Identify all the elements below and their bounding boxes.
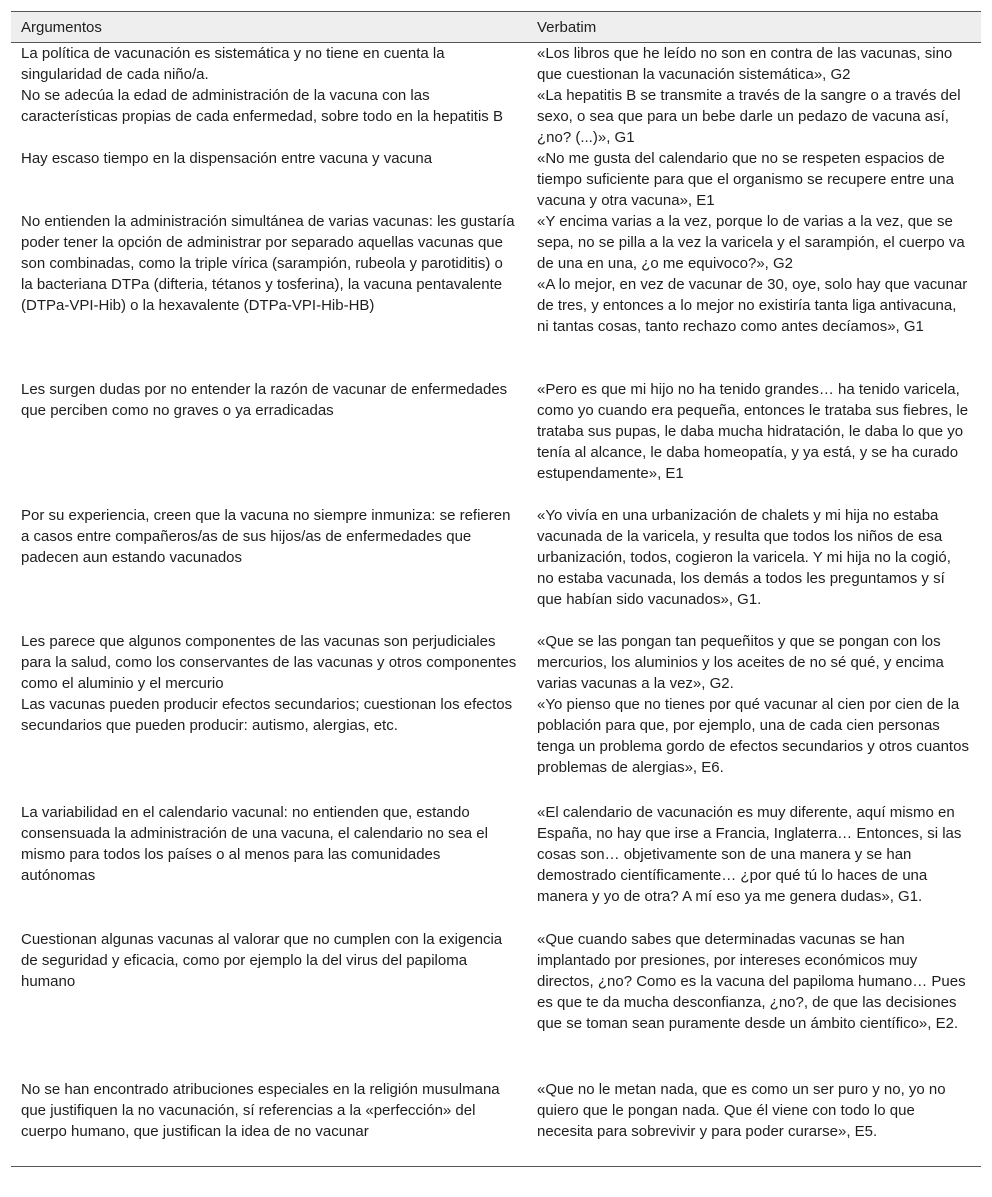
verbatim-cell: «Pero es que mi hijo no ha tenido grandes… ha tenido varicela, como yo cuando era pequeña, entonces le trataba sus fiebres, le trataba sus pupas, le daba mucha hidratación, le daba lo que yo tenía al alcance, le daba homeopatía, y ya está, y se ha curado estupendamente», E1 [537, 381, 969, 482]
verbatim-cell: «Los libros que he leído no son en contra de las vacunas, sino que cuestionan la vacunación sistemática», G2 [537, 45, 953, 83]
argument-cell: No se han encontrado atribuciones especiales en la religión musulmana que justifiquen la no vacunación, sí referencias a la «perfección» del cuerpo humano, que justifican la idea de no vacunar [21, 1081, 500, 1140]
verbatim-cell: «Que cuando sabes que determinadas vacunas se han implantado por presiones, por intereses económicos muy directos, ¿no? Como es la vacuna del papiloma humano… Pues es que te da mucha desconfianza, ¿no?, de que las decisiones que se toman sean puramente desde un ámbito científico», E2. [537, 931, 966, 1032]
table-row [11, 148, 981, 211]
header-verbatim: Verbatim [537, 18, 597, 36]
arguments-table-container [11, 11, 981, 1167]
argument-cell: No entienden la administración simultánea de varias vacunas: les gustaría poder tener la opción de administrar por separado aquellas vacunas que son combinadas, como la triple vírica (sarampión, rubeola y parotiditis) o la bacteriana DTPa (difteria, tétanos y tosferina), la vacuna pentavalente (DTPa-VPI-Hib) o la hexavalente (DTPa-VPI-Hib-HB) [21, 213, 515, 314]
arguments-table [11, 11, 981, 1167]
table-row [11, 631, 981, 694]
table-header [11, 12, 981, 43]
header-row [11, 12, 981, 43]
table-row [11, 802, 981, 929]
table-row [11, 694, 981, 802]
verbatim-cell [527, 211, 981, 379]
table-row [11, 505, 981, 631]
argument-cell: No se adecúa la edad de administración de la vacuna con las características propias de cada enfermedad, sobre todo en la hepatitis B [21, 87, 503, 125]
argument-cell: Por su experiencia, creen que la vacuna no siempre inmuniza: se refieren a casos entre compañeros/as de sus hijos/as de enfermedades que padecen aun estando vacunados [21, 507, 511, 566]
argument-cell: Cuestionan algunas vacunas al valorar que no cumplen con la exigencia de seguridad y eficacia, como por ejemplo la del virus del papiloma humano [21, 931, 503, 990]
argument-cell: Les surgen dudas por no entender la razón de vacunar de enfermedades que perciben como no graves o ya erradicadas [21, 381, 508, 419]
verbatim-cell: «Yo vivía en una urbanización de chalets y mi hija no estaba vacunada de la varicela, y resulta que todos los niños de esa urbanización, todos, cogieron la varicela. Y mi hija no la cogió, no estaba vacunada, los demás a todos les preguntamos y sí que habían sido vacunados», G1. [537, 507, 951, 608]
argument-cell: La política de vacunación es sistemática y no tiene en cuenta la singularidad de cada niño/a. [21, 45, 445, 83]
table-row [11, 85, 981, 148]
table-row [11, 1079, 981, 1166]
header-argumentos: Argumentos [21, 18, 102, 36]
verbatim-cell: «El calendario de vacunación es muy diferente, aquí mismo en España, no hay que irse a Francia, Inglaterra… Entonces, si las cosas son… objetivamente son de una manera y se han demostrado científicamente… ¿por qué tú lo haces de una manera y yo de otra? A mí eso ya me genera dudas», G1. [537, 804, 962, 905]
table-row [11, 379, 981, 505]
argument-cell: Hay escaso tiempo en la dispensación entre vacuna y vacuna [21, 150, 433, 167]
verbatim-cell: «La hepatitis B se transmite a través de la sangre o a través del sexo, o sea que para un bebe darle un pedazo de vacuna así, ¿no? (...)», G1 [537, 87, 961, 146]
table-row [11, 43, 981, 86]
verbatim-quote: «Y encima varias a la vez, porque lo de varias a la vez, que se sepa, no se pilla a la vez la varicela y el sarampión, el cuerpo va de una en una, ¿o me equivoco?», G2 [537, 213, 965, 272]
argument-cell: La variabilidad en el calendario vacunal: no entienden que, estando consensuada la administración de una vacuna, el calendario no sea el mismo para todos los países o al menos para las comunidades autónomas [21, 804, 488, 884]
verbatim-cell: «Yo pienso que no tienes por qué vacunar al cien por cien de la población para que, por ejemplo, una de cada cien personas tenga un problema gordo de efectos secundarios y otros cuantos problemas de alergias», E6. [537, 696, 969, 776]
table-row [11, 211, 981, 379]
table-body [11, 43, 981, 1167]
argument-cell: Les parece que algunos componentes de las vacunas son perjudiciales para la salud, como los conservantes de las vacunas y otros componentes como el aluminio y el mercurio [21, 633, 517, 692]
verbatim-cell: «No me gusta del calendario que no se respeten espacios de tiempo suficiente para que el organismo se recupere entre una vacuna y otra vacuna», E1 [537, 150, 954, 209]
verbatim-cell: «Que se las pongan tan pequeñitos y que se pongan con los mercurios, los aluminios y los aceites de no sé qué, y encima varias vacunas a la vez», G2. [537, 633, 944, 692]
verbatim-cell: «Que no le metan nada, que es como un ser puro y no, yo no quiero que le pongan nada. Que él viene con todo lo que necesita para sobrevivir y para poder curarse», E5. [537, 1081, 946, 1140]
table-row [11, 929, 981, 1079]
argument-cell: Las vacunas pueden producir efectos secundarios; cuestionan los efectos secundarios que pueden producir: autismo, alergias, etc. [21, 696, 513, 734]
verbatim-quote: «A lo mejor, en vez de vacunar de 30, oye, solo hay que vacunar de tres, y entonces a lo mejor no existiría tanta liga antivacuna, ni tantas cosas, tanto rechazo como antes decíamos», G1 [537, 276, 968, 335]
